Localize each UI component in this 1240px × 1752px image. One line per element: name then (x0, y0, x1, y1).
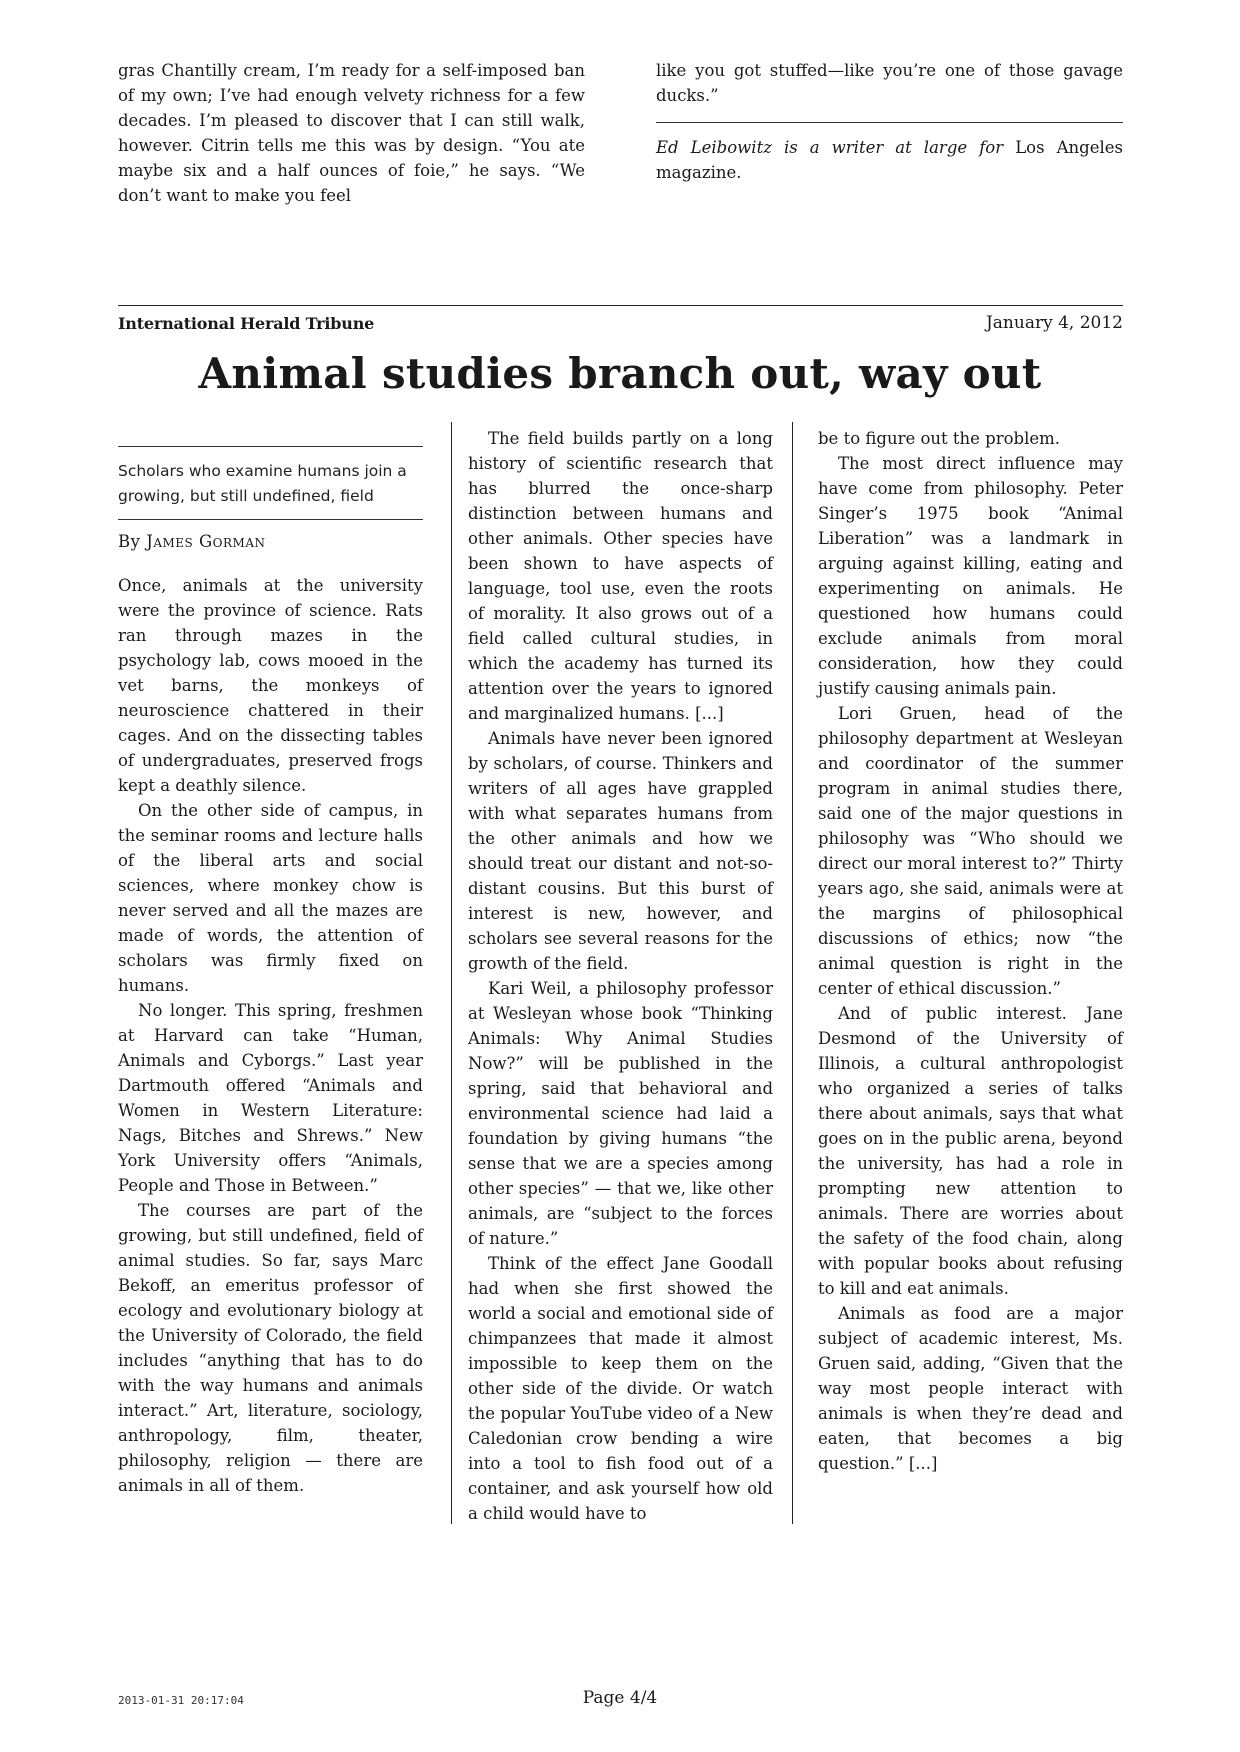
publication-date: January 4, 2012 (985, 313, 1123, 333)
deck-rule (118, 519, 423, 520)
article-paragraph: Kari Weil, a philosophy professor at Wesleyan whose book “Thinking Animals: Why Animal Studies Now?” will be published in the spring, said that behavioral and environmental science had laid a foundation by giving humans “the sense that we are a species among other species” — that we, like other animals, are “subject to the forces of nature.” (468, 979, 773, 1248)
byline (118, 532, 423, 551)
credit-text: Ed Leibowitz is a writer at large for (656, 138, 1004, 157)
masthead-rule (118, 305, 1123, 306)
previous-article-paragraph: like you got stuffed—like you’re one of those gavage ducks.” (656, 61, 1123, 105)
author-credit (656, 135, 1123, 185)
previous-article-right-column (656, 58, 1123, 185)
column-divider (792, 422, 793, 1524)
article-column-1 (118, 426, 423, 1498)
byline-prefix: By (118, 532, 141, 551)
article-column-3 (818, 426, 1123, 1476)
article-paragraph: And of public interest. Jane Desmond of the University of Illinois, a cultural anthropologist who organized a series of talks there about animals, says that what goes on in the public arena, beyond the university, has had a role in prompting new attention to animals. There are worries about the safety of the food chain, along with popular books about refusing to kill and eat animals. (818, 1004, 1123, 1298)
article-paragraph: No longer. This spring, freshmen at Harvard can take “Human, Animals and Cyborgs.” Last year Dartmouth offered “Animals and Women in Western Literature: Nags, Bitches and Shrews.” New York University offers “Animals, People and Those in Between.” (118, 1001, 423, 1195)
article-paragraph: be to figure out the problem. (818, 429, 1061, 448)
headline: Animal studies branch out, way out (198, 349, 1042, 398)
credit-text-after: magazine. (656, 163, 742, 182)
column-divider (451, 422, 452, 1524)
previous-article-paragraph: gras Chantilly cream, I’m ready for a self-imposed ban of my own; I’ve had enough velvety richness for a few decades. I’m pleased to discover that I can still walk, however. Citrin tells me this was by design. “You ate maybe six and a half ounces of foie,” he says. “We don’t want to make you feel (118, 61, 585, 205)
deck-subheadline: Scholars who examine humans join a growing, but still undefined, field (118, 462, 407, 505)
page-number: Page 4/4 (582, 1688, 658, 1708)
article-paragraph: The field builds partly on a long history of scientific research that has blurred the once-sharp distinction between humans and other animals. Other species have been shown to have aspects of language, tool use, even the roots of morality. It also grows out of a field called cultural studies, in which the academy has turned its attention over the years to ignored and marginalized humans. [...] (468, 429, 773, 723)
byline-author: James Gorman (146, 532, 266, 551)
article-paragraph: Once, animals at the university were the province of science. Rats ran through mazes in the psychology lab, cows mooed in the vet barns, the monkeys of neuroscience chattered in their cages. And on the dissecting tables of undergraduates, preserved frogs kept a deathly silence. (118, 576, 423, 795)
newspaper-name: International Herald Tribune (118, 314, 375, 333)
article-paragraph: Think of the effect Jane Goodall had when she first showed the world a social and emotional side of chimpanzees that made it almost impossible to keep them on the other side of the divide. Or watch the popular YouTube video of a New Caledonian crow bending a wire into a tool to fish food out of a container, and ask yourself how old a child would have to (468, 1254, 773, 1523)
article-paragraph: Lori Gruen, head of the philosophy department at Wesleyan and coordinator of the summer program in animal studies there, said one of the major questions in philosophy was “Who should we direct our moral interest to?” Thirty years ago, she said, animals were at the margins of philosophical discussions of ethics; now “the animal question is right in the center of ethical discussion.” (818, 704, 1123, 998)
article-paragraph: On the other side of campus, in the seminar rooms and lecture halls of the liberal arts and social sciences, where monkey chow is never served and all the mazes are made of words, the attention of scholars was firmly fixed on humans. (118, 801, 423, 995)
article-column-2 (468, 426, 773, 1526)
article-paragraph: Animals have never been ignored by scholars, of course. Thinkers and writers of all ages have grappled with what separates humans from the other animals and how we should treat our distant and not-so-distant cousins. But this burst of interest is new, however, and scholars see several reasons for the growth of the field. (468, 729, 773, 973)
article-paragraph: The courses are part of the growing, but still undefined, field of animal studies. So far, says Marc Bekoff, an emeritus professor of ecology and evolutionary biology at the University of Colorado, the field includes “anything that has to do with the way humans and animals interact.” Art, literature, sociology, anthropology, film, theater, philosophy, religion — there are animals in all of them. (118, 1201, 423, 1495)
credit-publication: Los Angeles (1015, 138, 1124, 157)
previous-article-left-column (118, 58, 585, 208)
deck-rule (118, 446, 423, 447)
credit-divider (656, 122, 1123, 123)
article-paragraph: The most direct influence may have come from philosophy. Peter Singer’s 1975 book “Animal Liberation” was a landmark in arguing against killing, eating and experimenting on animals. He questioned how humans could exclude animals from moral consideration, how they could justify causing animals pain. (818, 454, 1123, 698)
footer-timestamp: 2013-01-31 20:17:04 (118, 1694, 244, 1707)
article-paragraph: Animals as food are a major subject of academic interest, Ms. Gruen said, adding, “Given that the way most people interact with animals is when they’re dead and eaten, that becomes a big question.” [...] (818, 1304, 1123, 1473)
